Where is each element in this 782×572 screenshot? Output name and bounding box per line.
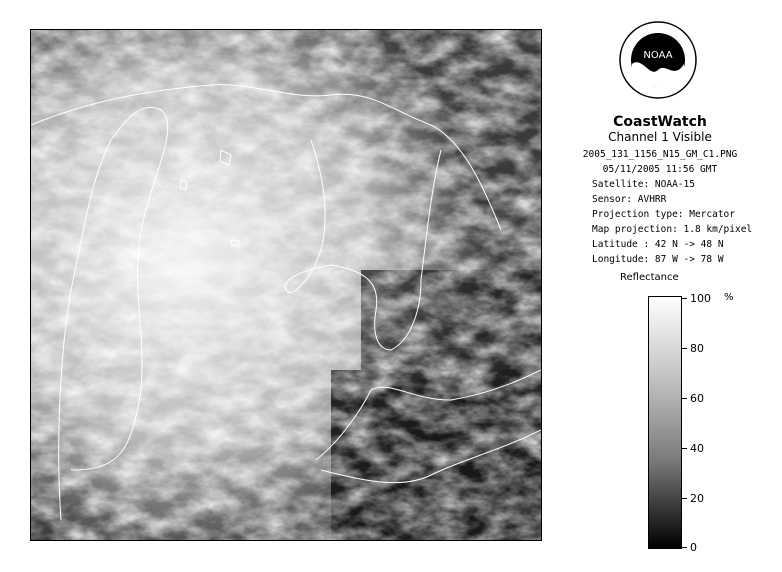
satellite-text: Satellite: NOAA-15: [592, 179, 695, 190]
colorbar-tick-label: 100: [690, 292, 711, 305]
satellite-image: [30, 29, 542, 541]
colorbar-title: Reflectance: [620, 272, 679, 283]
latitude-text: Latitude : 42 N -> 48 N: [592, 239, 724, 250]
channel-subtitle: Channel 1 Visible: [608, 130, 712, 144]
colorbar-tick: [682, 398, 687, 399]
colorbar-tick: [682, 348, 687, 349]
satellite-map-svg: [31, 30, 541, 540]
sensor-text: Sensor: AVHRR: [592, 194, 667, 205]
noaa-logo-graphic: [618, 20, 698, 100]
filename-text: 2005_131_1156_N15_GM_C1.PNG: [582, 149, 738, 160]
colorbar-tick-label: 80: [690, 342, 704, 355]
colorbar-tick-label: 0: [690, 541, 697, 554]
colorbar: [648, 296, 682, 549]
colorbar-unit: %: [724, 292, 734, 303]
svg-text:NOAA: NOAA: [643, 50, 673, 61]
colorbar-tick: [682, 547, 687, 548]
page-title: CoastWatch: [613, 114, 707, 130]
noaa-logo: [618, 20, 698, 100]
metadata-block: [560, 147, 760, 267]
colorbar-tick: [682, 298, 687, 299]
resolution-text: Map projection: 1.8 km/pixel: [592, 224, 753, 235]
colorbar-tick: [682, 448, 687, 449]
colorbar-tick: [682, 498, 687, 499]
colorbar-tick-label: 40: [690, 442, 704, 455]
datetime-text: 05/11/2005 11:56 GMT: [602, 164, 718, 175]
colorbar-tick-label: 60: [690, 392, 704, 405]
longitude-text: Longitude: 87 W -> 78 W: [592, 254, 724, 265]
colorbar-tick-label: 20: [690, 492, 704, 505]
projection-text: Projection type: Mercator: [592, 209, 735, 220]
